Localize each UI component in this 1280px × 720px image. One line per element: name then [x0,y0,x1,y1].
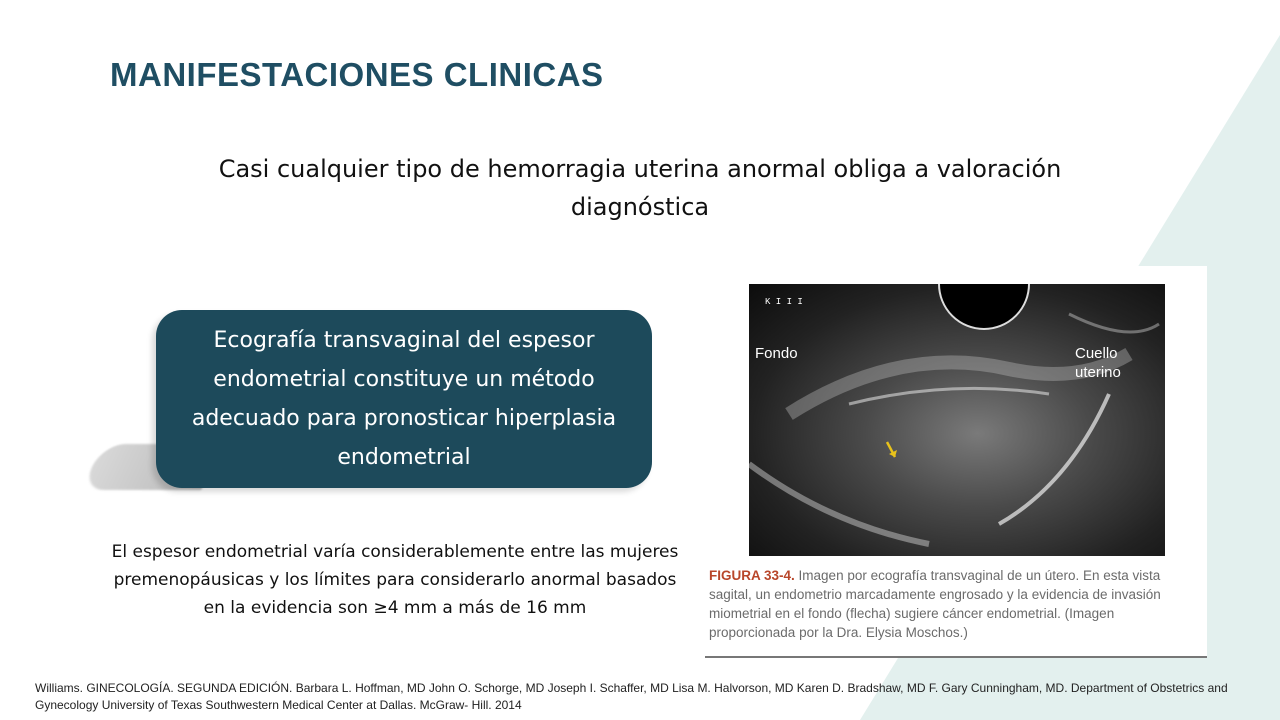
reference-citation: Williams. GINECOLOGÍA. SEGUNDA EDICIÓN. Barbara L. Hoffman, MD John O. Schorge, MD Joseph I. Schaffer, MD Lisa M. Halvorson, MD Karen D. Bradshaw, MD F. Gary Cunningham, MD. Department of Obstetrics and Gynecology University of Texas Southwestern Medical Center at Dallas. McGraw- Hill. 2014 [35,681,1228,712]
label-fondo: Fondo [755,345,798,362]
body-text: El espesor endometrial varía considerablemente entre las mujeres premenopáusicas y los límites para considerarlo anormal basados en la evidencia son ≥4 mm a más de 16 mm [111,542,679,618]
figure-caption [709,566,1203,642]
figure-caption-text: Imagen por ecografía transvaginal de un útero. En esta vista sagital, un endometrio marcadamente engrosado y la evidencia de invasión miometrial en el fondo (flecha) sugiere cáncer endometrial. (Imagen proporcionada por la Dra. Elysia Moschos.) [709,568,1161,640]
label-cuello-uterino: Cuello uterino [1075,345,1121,381]
ultrasound-image [749,284,1165,556]
slide-title: MANIFESTACIONES CLINICAS [110,56,604,93]
callout-text: Ecografía transvaginal del espesor endometrial constituye un método adecuado para pronosticar hiperplasia endometrial [191,328,617,470]
slide-subtitle: Casi cualquier tipo de hemorragia uterina anormal obliga a valoración diagnóstica [218,155,1062,221]
figure-caption-label: FIGURA 33-4. [709,568,795,583]
callout-box [156,310,652,488]
scale-mark: K I I I [765,297,803,307]
ultrasound-figure [705,266,1207,658]
